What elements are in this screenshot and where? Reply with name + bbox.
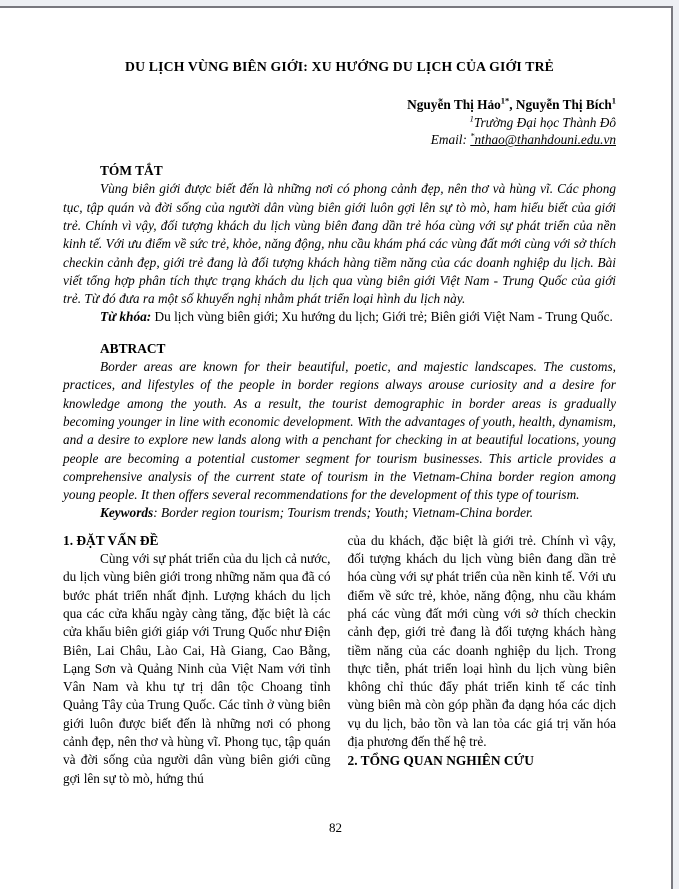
authors-line xyxy=(63,96,616,114)
two-column-section xyxy=(63,532,616,788)
affiliation-name: Trường Đại học Thành Đô xyxy=(473,114,616,130)
intro-column-left xyxy=(63,532,331,788)
abstract-vi-heading: TÓM TẮT xyxy=(100,163,163,179)
email-superscript: * xyxy=(470,131,475,142)
paper-title: DU LỊCH VÙNG BIÊN GIỚI: XU HƯỚNG DU LỊCH CỦA GIỚI TRẺ xyxy=(124,59,554,74)
keywords-vi-label: Từ khóa: xyxy=(100,309,152,325)
keywords-en-text: : Border region tourism; Tourism trends; Youth; Vietnam-China border. xyxy=(153,505,534,521)
section-1-heading: 1. ĐẶT VẤN ĐỀ xyxy=(63,532,159,548)
keywords-vi-text: Du lịch vùng biên giới; Xu hướng du lịch; Giới trẻ; Biên giới Việt Nam - Trung Quốc. xyxy=(151,309,613,325)
keywords-en-label: Keywords xyxy=(100,505,154,521)
affiliation-superscript: 1 xyxy=(469,113,474,124)
intro-column-right xyxy=(348,532,617,788)
keywords-en xyxy=(63,504,616,522)
author-2-name: Nguyễn Thị Bích xyxy=(515,97,612,113)
affiliation-line xyxy=(63,114,616,132)
email-link[interactable] xyxy=(470,132,616,147)
keywords-vi xyxy=(63,308,616,326)
abstract-vi-body: Vùng biên giới được biết đến là những nơi có phong cảnh đẹp, nên thơ và hùng vĩ. Các phong tục, tập quán và đời sống của người dân vùng biên giới luôn gợi lên sự tò mò, ham hiểu biết của giới trẻ. Chính vì vậy, đối tượng khách du lịch vùng biên đang dần trẻ hóa cùng với sự phát triển của nền kinh tế. Với ưu điểm về sức trẻ, khỏe, năng động, nhu cầu khám phá các vùng đất mới cùng với sở thích checkin cảnh đẹp, giới trẻ đang là đối tượng khách hàng tiềm năng của các doanh nghiệp du lịch. Bài viết tổng hợp phân tích thực trạng khách du lịch qua vùng biên giới Việt Nam - Trung Quốc của giới trẻ. Từ đó đưa ra một số khuyến nghị nhằm phát triển loại hình du lịch này. xyxy=(63,181,616,307)
paper-page xyxy=(0,6,673,889)
intro-paragraph-part-2: của du khách, đặc biệt là giới trẻ. Chính vì vậy, đối tượng khách du lịch vùng biên đang dần trẻ hóa cùng với sự phát triển của nền kinh tế. Với ưu điểm về sức trẻ, khỏe, năng động, nhu cầu khám phá các vùng đất mới cùng với sở thích checkin cảnh đẹp, giới trẻ đang là đối tượng khách hàng tiềm năng của các doanh nghiệp du lịch. Trong thực tiễn, phát triển loại hình du lịch vùng biên không chỉ thúc đẩy phát triển kinh tế các tỉnh vùng biên mà còn góp phần đa dạng hóa các dịch vụ du lịch, bảo tồn và lan tỏa các giá trị văn hóa địa phương đến thế hệ trẻ. xyxy=(347,532,616,749)
abstract-en-heading: ABTRACT xyxy=(100,340,166,356)
intro-paragraph-part-1: Cùng với sự phát triển của du lịch cả nước, du lịch vùng biên giới trong những năm qua đã có bước phát triển nhất định. Lượng khách du lịch qua các cửa khẩu ngày càng tăng, đặc biệt là các cửa khẩu biên giới giáp với Trung Quốc như Điện Biên, Lai Châu, Lào Cai, Hà Giang, Cao Bằng, Lạng Sơn và Quảng Ninh của Việt Nam với tỉnh Vân Nam và khu tự trị dân tộc Choang tỉnh Quảng Tây của Trung Quốc. Các tỉnh ở vùng biên giới luôn được biết đến là những nơi có phong cảnh đẹp, nên thơ và hùng vĩ. Phong tục, tập quán và đời sống của người dân vùng biên giới cũng gợi lên sự tò mò, hứng thú xyxy=(63,551,331,786)
author-1-superscript: 1* xyxy=(500,95,510,106)
paper-content xyxy=(0,8,671,788)
page-number: 82 xyxy=(329,820,342,835)
email-line xyxy=(63,131,616,149)
section-2-heading: 2. TỔNG QUAN NGHIÊN CỨU xyxy=(347,753,534,769)
author-1-name: Nguyễn Thị Hảo xyxy=(407,97,501,113)
author-separator: , xyxy=(509,97,516,113)
abstract-en-body: Border areas are known for their beautiful, poetic, and majestic landscapes. The customs, practices, and lifestyles of the people in border regions always arouse curiosity and a desire for knowledge among the youth. As a result, the tourist demographic in border areas is gradually becoming younger in line with economic development. With the advantages of youth, health, dynamism, and a desire to explore new lands along with a penchant for checking in at beautiful locations, young people are becoming a potential customer segment for tourism businesses. This article provides a comprehensive analysis of the current state of tourism in the Vietnam-China border region among young people. It then offers several recommendations for the development of this type of tourism. xyxy=(63,359,616,503)
author-2-superscript: 1 xyxy=(611,95,616,106)
byline-block xyxy=(63,96,616,149)
email-label: Email: xyxy=(430,132,471,148)
email-address: nthao@thanhdouni.edu.vn xyxy=(474,132,616,148)
